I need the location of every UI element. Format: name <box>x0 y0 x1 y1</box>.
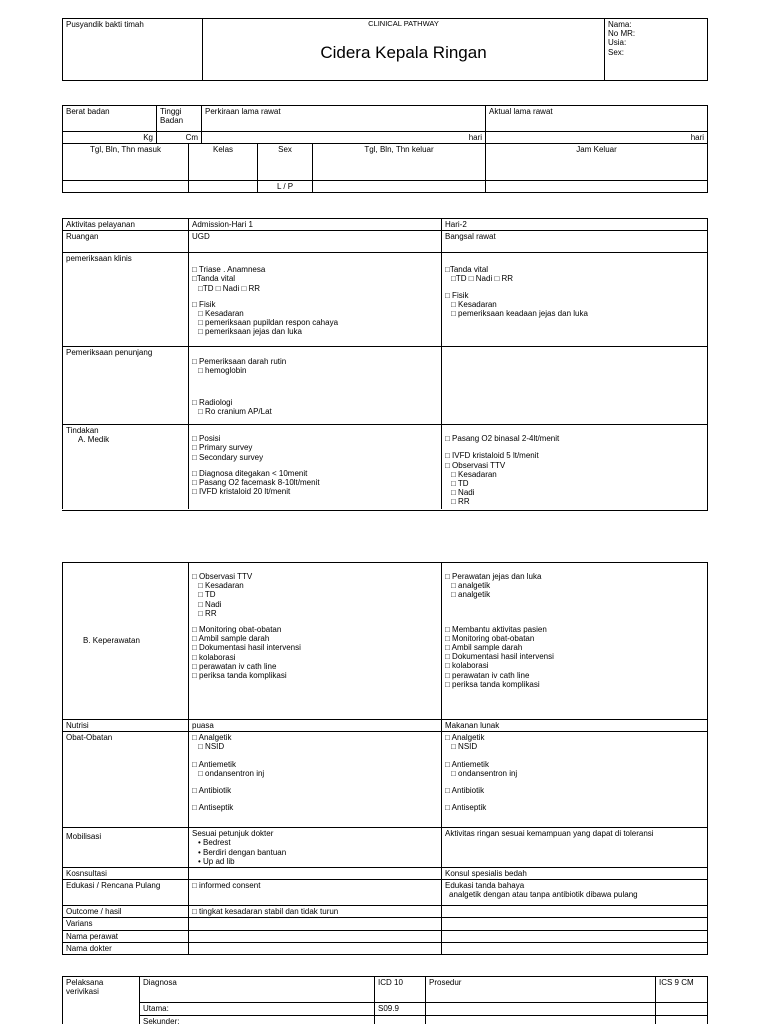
label-aktivitas: Aktivitas pelayanan <box>63 219 189 231</box>
konsul-day2: Konsul spesialis bedah <box>442 867 708 879</box>
label-pelaksana: Pelaksana verivikasi <box>63 977 140 1024</box>
outcome-day1: □ tingkat kesadaran stabil dan tidak turun <box>189 906 442 918</box>
pathway-table-1 <box>62 218 708 511</box>
info-table <box>62 105 708 193</box>
klinis-day2: □Tanda vital □TD □ Nadi □ RR □ Fisik □ Kesadaran □ pemeriksaan keadaan jejas dan luka <box>442 253 708 347</box>
edukasi-day2: Edukasi tanda bahaya analgetik dengan atau tanpa antibiotik dibawa pulang <box>442 880 708 906</box>
label-day2: Hari-2 <box>442 219 708 231</box>
label-tindakan: Tindakan A. Medik <box>63 425 189 511</box>
label-sex: Sex <box>258 144 313 181</box>
kep-day1: □ Observasi TTV □ Kesadaran □ TD □ Nadi □ RR □ Monitoring obat-obatan □ Ambil sample darah □ Dokumentasi hasil intervensi □ kolaborasi □ perawatan iv cath line □ periksa tanda komplikasi <box>189 563 442 720</box>
label-ics: ICS 9 CM <box>656 977 708 1003</box>
patient-fields <box>605 19 708 81</box>
label-outcome: Outcome / hasil <box>63 906 189 918</box>
obat-day1: □ Analgetik □ NSID □ Antiemetik □ ondansentron inj □ Antibiotik □ Antiseptik <box>189 732 442 828</box>
label-nutrisi: Nutrisi <box>63 720 189 732</box>
sex-lp: L / P <box>258 181 313 193</box>
label-aktual: Aktual lama rawat <box>486 106 708 132</box>
ruangan-day2: Bangsal rawat <box>442 231 708 253</box>
nutrisi-day1: puasa <box>189 720 442 732</box>
label-kelas: Kelas <box>189 144 258 181</box>
unit-cm: Cm <box>157 132 202 144</box>
label-jam-keluar: Jam Keluar <box>486 144 708 181</box>
label-obat: Obat-Obatan <box>63 732 189 828</box>
label-varians: Varians <box>63 918 189 930</box>
label-icd: ICD 10 <box>375 977 426 1003</box>
label-penunjang: Pemeriksaan penunjang <box>63 347 189 425</box>
ruangan-day1: UGD <box>189 231 442 253</box>
mob-day2: Aktivitas ringan sesuai kemampuan yang dapat di toleransi <box>442 828 708 868</box>
title-cell <box>203 19 605 81</box>
label-tgl-masuk: Tgl, Bln, Thn masuk <box>63 144 189 181</box>
nutrisi-day2: Makanan lunak <box>442 720 708 732</box>
label-sekunder: Sekunder: <box>140 1016 375 1024</box>
icd-utama: S09.9 <box>375 1003 426 1016</box>
label-medik: A. Medik <box>78 435 110 445</box>
kep-day2: □ Perawatan jejas dan luka □ analgetik □ analgetik □ Membantu aktivitas pasien □ Monitoring obat-obatan □ Ambil sample darah □ Dokumentasi hasil intervensi □ kolaborasi □ perawatan iv cath line □ periksa tanda komplikasi <box>442 563 708 720</box>
klinis-day1: □ Triase . Anamnesa □Tanda vital □TD □ Nadi □ RR □ Fisik □ Kesadaran □ pemeriksaan pupildan respon cahaya □ pemeriksaan jejas dan luka <box>189 253 442 347</box>
label-perkiraan: Perkiraan lama rawat <box>202 106 486 132</box>
field-sex: Sex: <box>608 47 625 57</box>
header-table <box>62 18 708 81</box>
field-usia: Usia: <box>608 38 627 48</box>
label-mobilisasi: Mobilisasi <box>63 828 189 868</box>
unit-kg: Kg <box>63 132 157 144</box>
label-nama-perawat: Nama perawat <box>63 930 189 942</box>
label-tgl-keluar: Tgl, Bln, Thn keluar <box>313 144 486 181</box>
obat-day2: □ Analgetik □ NSID □ Antiemetik □ ondansentron inj □ Antibiotik □ Antiseptik <box>442 732 708 828</box>
unit-hari-1: hari <box>202 132 486 144</box>
mob-day1: Sesuai petunjuk dokter • Bedrest • Berdiri dengan bantuan • Up ad lib <box>189 828 442 868</box>
label-keperawatan: B. Keperawatan <box>63 563 189 720</box>
medik-day1: □ Posisi □ Primary survey □ Secondary survey □ Diagnosa ditegakan < 10menit □ Pasang O2 facemask 8-10lt/menit □ IVFD kristaloid 20 lt/menit <box>189 425 442 511</box>
label-konsultasi: Kosnsultasi <box>63 867 189 879</box>
medik-day2: □ Pasang O2 binasal 2-4lt/menit □ IVFD kristaloid 5 lt/menit □ Observasi TTV □ Kesadaran □ TD □ Nadi □ RR <box>442 425 708 511</box>
page-title: Cidera Kepala Ringan <box>320 42 487 62</box>
label-day1: Admission-Hari 1 <box>189 219 442 231</box>
label-tinggi: Tinggi Badan <box>157 106 202 132</box>
label-prosedur: Prosedur <box>426 977 656 1003</box>
field-nama: Nama: <box>608 20 632 29</box>
field-nomr: No MR: <box>608 29 636 39</box>
unit-hari-2: hari <box>486 132 708 144</box>
label-nama-dokter: Nama dokter <box>63 942 189 954</box>
label-diagnosa: Diagnosa <box>140 977 375 1003</box>
label-berat: Berat badan <box>63 106 157 132</box>
label-ruangan: Ruangan <box>63 231 189 253</box>
verification-table <box>62 976 708 1024</box>
label-klinis: pemeriksaan klinis <box>63 253 189 347</box>
label-edukasi: Edukasi / Rencana Pulang <box>63 880 189 906</box>
edukasi-day1: □ informed consent <box>189 880 442 906</box>
pathway-table-2 <box>62 562 708 955</box>
penunjang-day1: □ Pemeriksaan darah rutin □ hemoglobin □ Radiologi □ Ro cranium AP/Lat <box>189 347 442 425</box>
org-name: Pusyandik bakti timah <box>63 19 203 81</box>
label-utama: Utama: <box>140 1003 375 1016</box>
clinical-pathway-label: CLINICAL PATHWAY <box>368 19 439 28</box>
